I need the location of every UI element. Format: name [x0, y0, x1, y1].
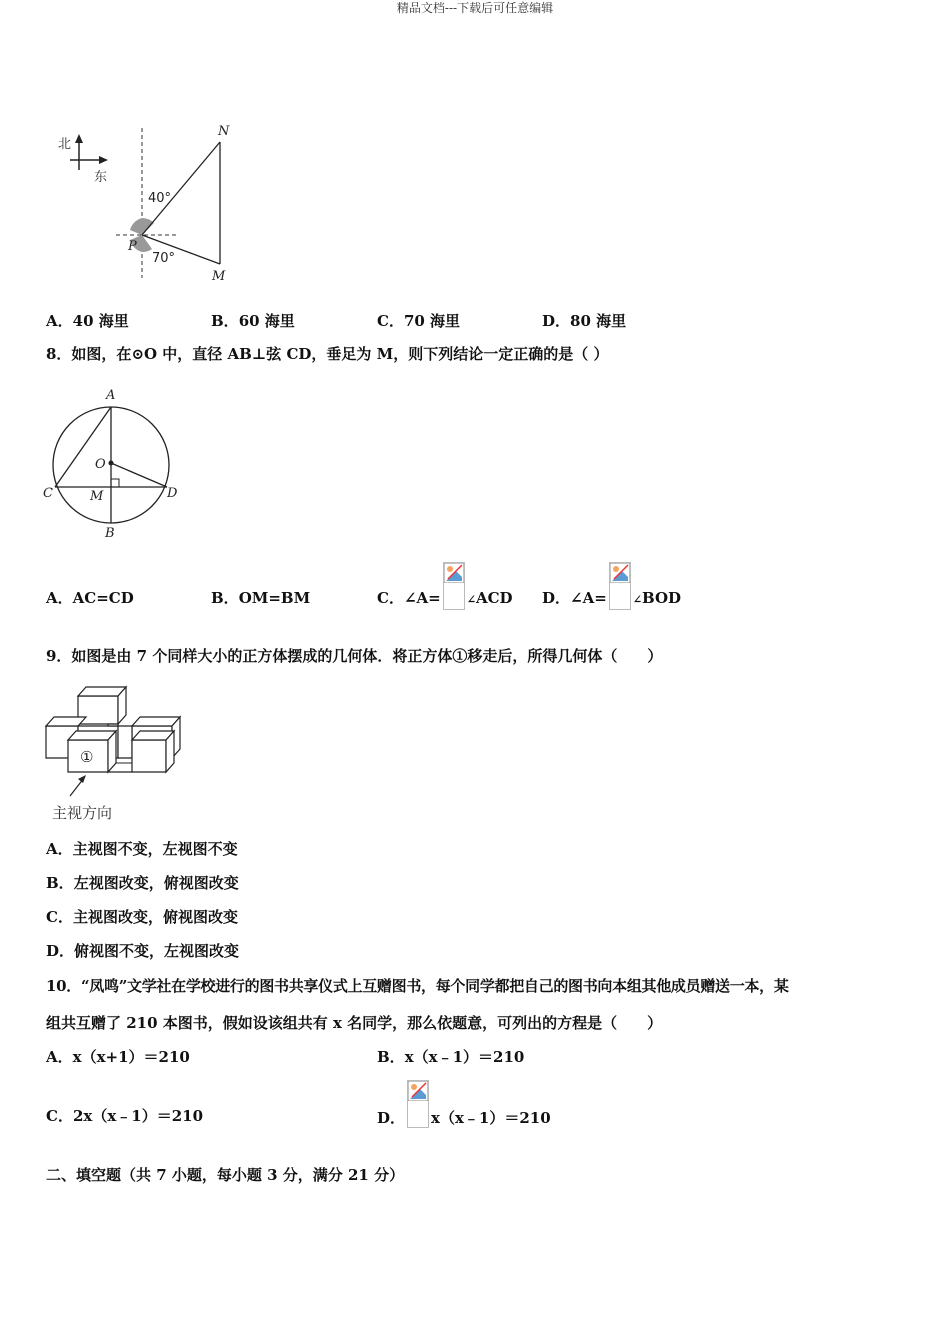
q10-option-b: B．x（x﹣1）＝210	[377, 1048, 525, 1066]
q9-option-b: B．左视图改变，俯视图改变	[46, 874, 239, 892]
broken-image-icon	[609, 562, 631, 610]
point-o-label: O	[95, 457, 106, 472]
q10-option-d: D． x（x﹣1）＝210	[377, 1080, 551, 1128]
q7-option-c: C．70 海里	[377, 312, 461, 330]
point-d-label: D	[167, 486, 178, 501]
q10-option-c: C．2x（x﹣1）＝210	[46, 1107, 204, 1125]
q7-option-d: D．80 海里	[542, 312, 627, 330]
q7-compass-figure	[48, 118, 258, 290]
q7-option-b: B．60 海里	[211, 312, 295, 330]
q9-cubes-figure	[42, 684, 192, 824]
north-label: 北	[58, 137, 72, 152]
q9-option-d: D．俯视图不变，左视图改变	[46, 942, 240, 960]
q10-stem-line1: 10．“凤鸣”文学社在学校进行的图书共享仪式上互赠图书，每个同学都把自己的图书向本组其他成员赠送一本，某	[46, 977, 789, 995]
angle-70-label: 70°	[152, 251, 176, 266]
section-2-title: 二、填空题（共 7 小题，每小题 3 分，满分 21 分）	[46, 1166, 405, 1184]
q10-stem-line2: 组共互赠了 210 本图书，假如设该组共有 x 名同学，那么依题意，可列出的方程是（ ）	[46, 1014, 663, 1032]
q10-option-a: A．x（x+1）＝210	[46, 1048, 190, 1066]
cube-one-label: ①	[80, 748, 94, 766]
q8-stem: 8．如图，在⊙O 中，直径 AB⊥弦 CD，垂足为 M，则下列结论一定正确的是（ ）	[46, 345, 609, 363]
q9-option-a: A．主视图不变，左视图不变	[46, 840, 238, 858]
q8-option-b: B．OM=BM	[211, 589, 311, 607]
q8-option-c: C．∠A= ∠ACD	[377, 562, 513, 610]
point-m-label: M	[212, 269, 226, 284]
point-m-label: M	[90, 489, 104, 504]
q8-circle-figure	[40, 385, 190, 545]
q7-option-a: A．40 海里	[46, 312, 129, 330]
point-a-label: A	[106, 388, 116, 403]
point-c-label: C	[43, 486, 53, 501]
point-p-label: P	[128, 239, 137, 254]
q8-option-d: D．∠A= ∠BOD	[542, 562, 681, 610]
q8-option-a: A．AC=CD	[46, 589, 134, 607]
broken-image-icon	[407, 1080, 429, 1128]
q9-option-c: C．主视图改变，俯视图改变	[46, 908, 238, 926]
angle-40-label: 40°	[148, 191, 172, 206]
page-header: 精品文档---下载后可任意编辑	[396, 1, 554, 15]
east-label: 东	[94, 170, 108, 185]
view-direction-label: 主视方向	[52, 804, 113, 822]
point-n-label: N	[218, 124, 230, 139]
point-b-label: B	[105, 526, 115, 541]
q9-stem: 9．如图是由 7 个同样大小的正方体摆成的几何体．将正方体①移走后，所得几何体（ ）	[46, 647, 663, 665]
broken-image-icon	[443, 562, 465, 610]
